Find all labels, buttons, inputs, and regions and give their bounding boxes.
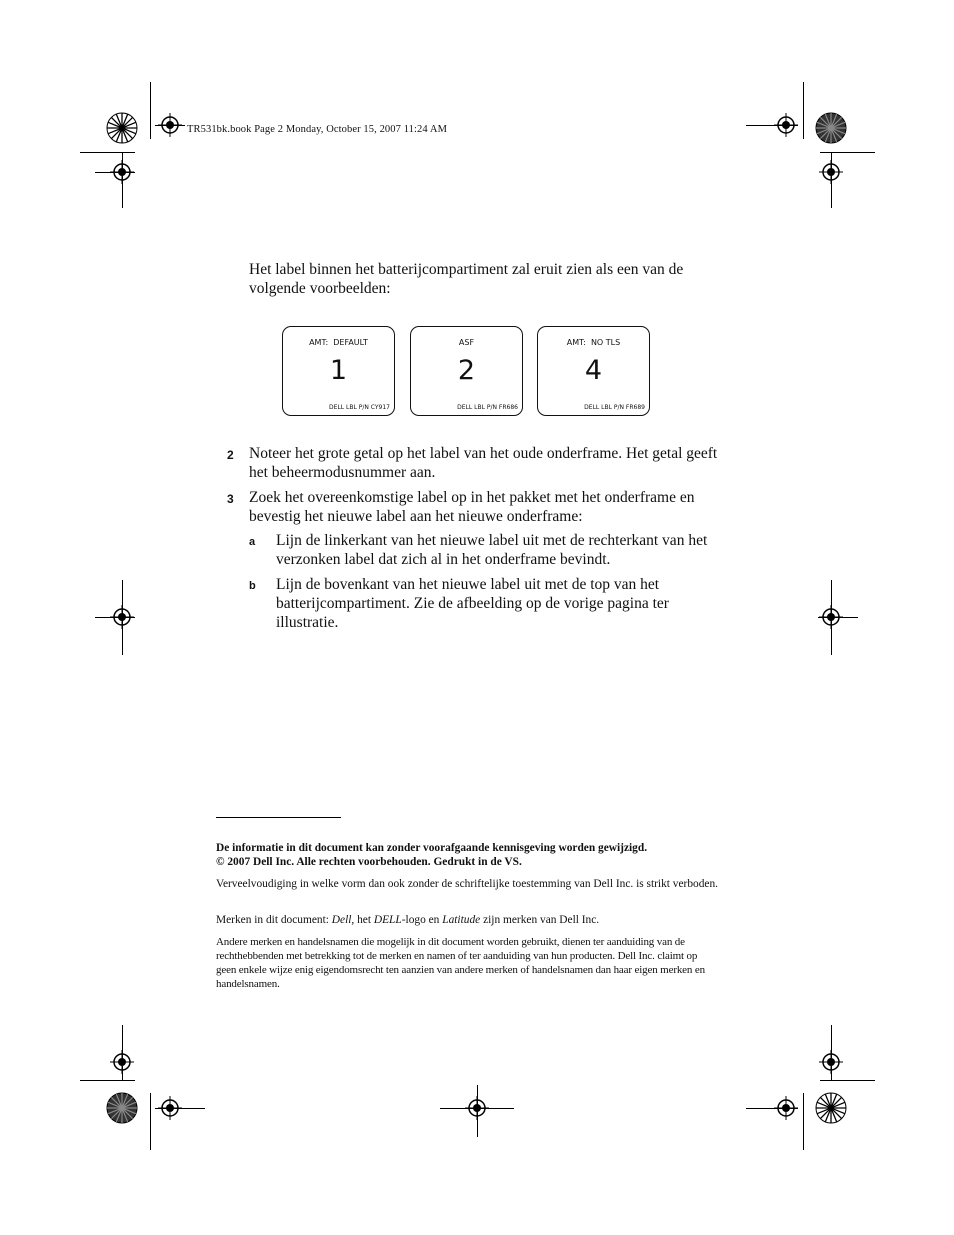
registration-target-icon — [110, 605, 134, 629]
substep-letter: b — [249, 580, 256, 592]
label-part-number: DELL LBL P/N FR686 — [457, 404, 518, 411]
registration-target-icon — [110, 160, 134, 184]
trademark-text: zijn merken van Dell Inc. — [480, 914, 600, 926]
starburst-target-icon — [815, 112, 847, 144]
trademark-dell-logo: DELL — [373, 914, 402, 926]
step-item — [227, 444, 719, 482]
step-item — [227, 488, 719, 526]
starburst-target-icon — [106, 1092, 138, 1124]
registration-target-icon — [819, 1050, 843, 1074]
step-number: 3 — [227, 492, 234, 506]
registration-target-icon — [110, 1050, 134, 1074]
step-text: Noteer het grote getal op het label van het oude onderframe. Het getal geeft het beheermodusnummer aan. — [249, 445, 718, 481]
registration-target-icon — [819, 605, 843, 629]
registration-target-icon — [774, 113, 798, 137]
registration-target-icon — [158, 1096, 182, 1120]
trademark-text: -logo en — [401, 914, 443, 926]
substep-text: Lijn de linkerkant van het nieuwe label uit met de rechterkant van het verzonken label dat zich al in het onderframe bevindt. — [276, 532, 708, 568]
intro-paragraph: Het label binnen het batterijcompartiment zal eruit zien als een van de volgende voorbeelden: — [249, 261, 684, 297]
step-number: 2 — [227, 448, 234, 462]
substep-letter: a — [249, 536, 256, 548]
book-page-stamp: TR531bk.book Page 2 Monday, October 15, 2007 11:24 AM — [187, 124, 448, 135]
other-marks-notice: Andere merken en handelsnamen die mogelijk in dit document worden gebruikt, dienen ter aanduiding van de rechthebbenden met betrekking tot de merken en namen of ter aanduiding van hun producten. Dell Inc. claimt op geen enkele wijze enig eigendomsrecht ten aanzien van andere merken of handelsnamen dan haar eigen merken en handelsnamen. — [216, 936, 705, 990]
starburst-target-icon — [815, 1092, 847, 1124]
registration-target-icon — [819, 160, 843, 184]
registration-target-icon — [774, 1096, 798, 1120]
substep-text: Lijn de bovenkant van het nieuwe label uit met de top van het batterijcompartiment. Zie de afbeelding op de vorige pagina ter illustratie. — [276, 576, 669, 631]
label-part-number: DELL LBL P/N FR689 — [584, 404, 645, 411]
copyright-line: © 2007 Dell Inc. Alle rechten voorbehouden. Gedrukt in de VS. — [216, 856, 522, 868]
label-examples — [282, 326, 652, 418]
trademark-text: Merken in dit document: — [216, 914, 332, 926]
trademark-latitude: Latitude — [442, 914, 481, 926]
footnote-divider — [216, 817, 341, 818]
registration-target-icon — [465, 1096, 489, 1120]
legal-notice-line: De informatie in dit document kan zonder voorafgaande kennisgeving worden gewijzigd. — [216, 842, 648, 854]
starburst-target-icon — [106, 112, 138, 144]
label-example — [282, 326, 395, 416]
registration-target-icon — [158, 113, 182, 137]
label-part-number: DELL LBL P/N CY917 — [329, 404, 390, 411]
substep-item — [249, 531, 720, 569]
legal-notice — [216, 841, 718, 869]
step-text: Zoek het overeenkomstige label op in het pakket met het onderframe en bevestig het nieuwe label aan het nieuwe onderframe: — [249, 489, 695, 525]
substep-item — [249, 575, 720, 632]
label-number: 2 — [457, 355, 476, 386]
trademark-dell: Dell — [331, 914, 352, 926]
label-header: ASF — [458, 338, 475, 347]
label-number: 1 — [329, 355, 348, 386]
label-header: AMT: DEFAULT — [309, 338, 368, 347]
trademark-notice — [216, 913, 718, 927]
reproduction-notice: Verveelvoudiging in welke vorm dan ook zonder de schriftelijke toestemming van Dell Inc. is strikt verboden. — [216, 878, 719, 890]
label-example — [410, 326, 523, 416]
label-example — [537, 326, 650, 416]
trademark-text: , het — [351, 914, 374, 926]
label-header: AMT: NO TLS — [566, 338, 621, 347]
label-number: 4 — [584, 355, 603, 386]
